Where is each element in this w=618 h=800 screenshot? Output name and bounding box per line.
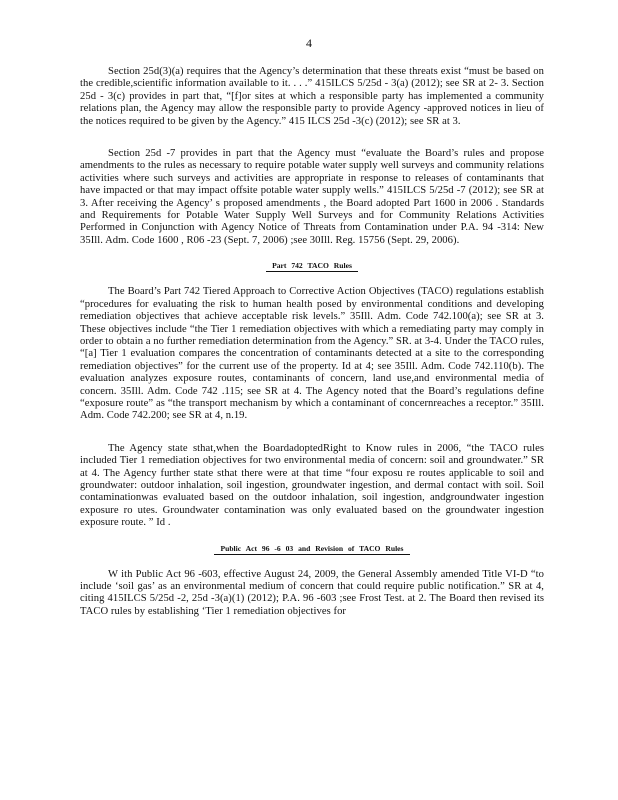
paragraph-taco-regulations: The Board’s Part 742 Tiered Approach to Corrective Action Objectives (TACO) regulations establish “procedures for evaluating the risk to human health posed by environmental conditions and developing remediation objectives that achieve acceptable risk levels.” 35Ill. Adm. Code 742.100(a); see SR at 3. These objectives include “the Tier 1 remediation objectives with which a remediating party may comply in order to obtain a no further remediation determination from the Agency.” SR. at 3-4. Under the TACO rules, “[a] Tier 1 evaluation compares the concentration of contaminants detected at a site to the corresponding remediation objectives” for the current use of the property. Id at 4; see 35Ill. Adm. Code 742.110(b). The evaluation analyzes exposure routes, contaminants of concern, land use,and environmental media of concern. 35Ill. Adm. Code 742 .115; see SR at 4. The Agency noted that the Board’s regulations define “exposure route” as “the transport mechanism by which a contaminant of concernreaches a receptor.” 35Ill. Adm. Code 742.200; see SR at 4, n.19. [80,286,544,422]
section-heading-public-act [80,544,544,555]
section-heading-text: Public Act 96 -6 03 and Revision of TACO Rules [214,544,409,555]
paragraph-spacer [80,423,544,443]
paragraph-spacer [80,247,544,261]
paragraph-spacer [80,530,544,544]
page-body [80,66,544,618]
paragraph-section-25d7: Section 25d -7 provides in part that the Agency must “evaluate the Board’s rules and propose amendments to the rules as necessary to require potable water supply well surveys and community relations activities where such surveys and activities are appropriate in response to releases of contaminants that have impacted or that may impact offsite potable water supply wells.” 415ILCS 5/25d -7 (2012); see SR at 3. After receiving the Agency’ s proposed amendments , the Board adopted Part 1600 in 2006 . Standards and Requirements for Potable Water Supply Well Surveys and for Community Relations Activities Performed in Conjunction with Agency Notice of Threats from Contamination under P.A. 94 -314: New 35Ill. Adm. Code 1600 , R06 -23 (Sept. 7, 2006) ;see 30Ill. Reg. 15756 (Sept. 29, 2006). [80,148,544,246]
paragraph-section-25d3a: Section 25d(3)(a) requires that the Agency’s determination that these threats exist “must be based on the credible,scientific information available to it. . . .” 415ILCS 5/25d - 3(a) (2012); see SR at 2- 3. Section 25d - 3(c) provides in part that, “[f]or sites at which a responsible party has implemented a community relations plan, the Agency may allow the responsible party to provide Agency -approved notices in lieu of the notices required to be given by the Agency.” 415 ILCS 25d -3(c) (2012); see SR at 3. [80,66,544,127]
paragraph-spacer [80,555,544,569]
section-heading-taco-rules [80,261,544,272]
paragraph-public-act-96-603: W ith Public Act 96 -603, effective August 24, 2009, the General Assembly amended Title VI-D “to include ‘soil gas’ as an environmental medium of concern that could require public notification.” SR at 4, citing 415ILCS 5/25d -2, 25d -3(a)(1) (2012); P.A. 96 -603 ;see Frost Test. at 2. The Board then revised its TACO rules by establishing ‘Tier 1 remediation objectives for [80,568,544,617]
paragraph-right-to-know: The Agency state sthat,when the BoardadoptedRight to Know rules in 2006, “the TACO rules included Tier 1 remediation objectives for two environmental media of concern: soil and groundwater.” SR at 4. The Agency further state sthat there were at that time “four exposu re routes applicable to soil and groundwater: outdoor inhalation, soil ingestion, groundwater ingestion, and dermal contact with soil. Soil contaminationwas evaluated based on the outdoor inhalation, soil ingestion, andgroundwater ingestion exposure ro utes. Groundwater contamination was only evaluated based on the groundwater ingestion exposure route. ” Id . [80,442,544,529]
paragraph-spacer [80,128,544,148]
section-heading-text: Part 742 TACO Rules [266,261,358,272]
page-number: 4 [306,36,312,50]
paragraph-spacer [80,272,544,286]
